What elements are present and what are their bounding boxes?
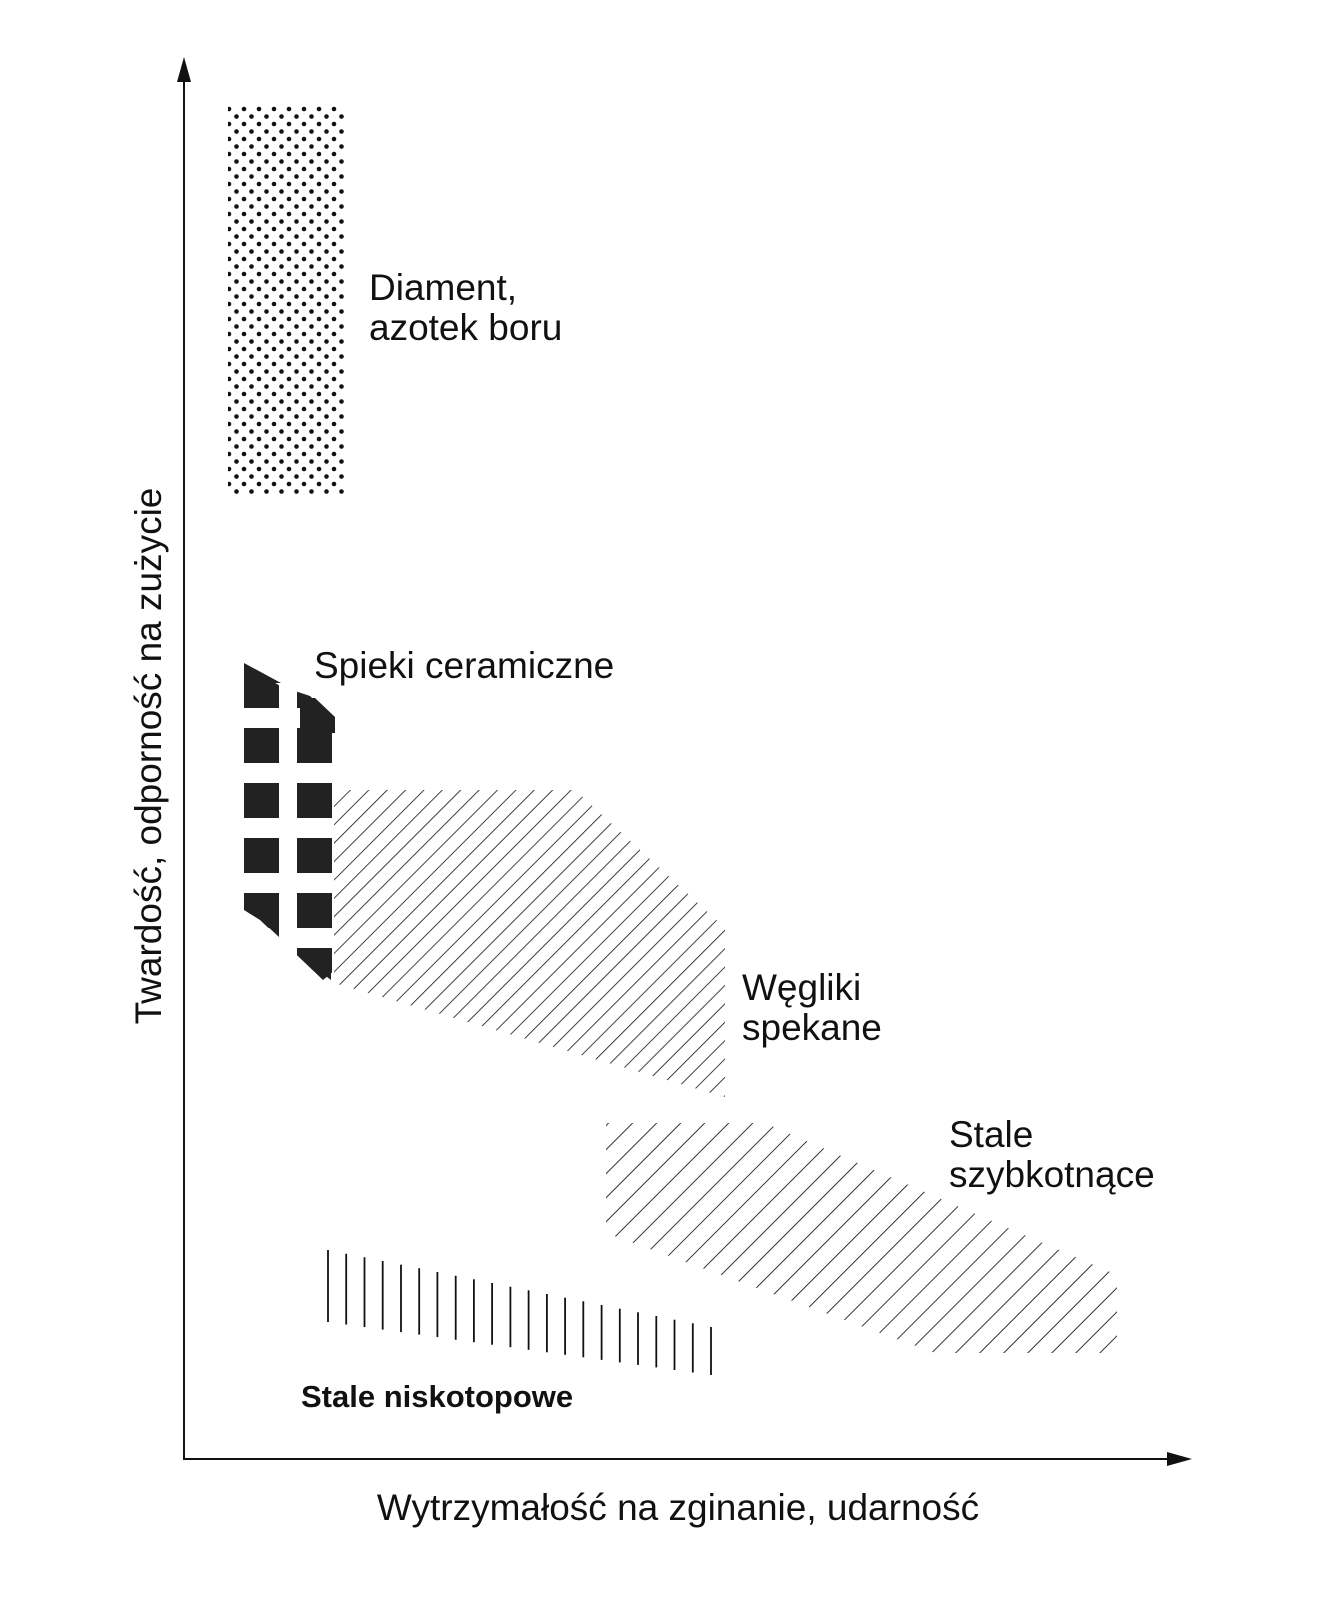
stale-niskotopowe-label: Stale niskotopowe — [301, 1379, 574, 1414]
x-axis-label: Wytrzymałość na zginanie, udarność — [376, 1487, 980, 1528]
region-diament — [228, 106, 562, 494]
diament-dot-area — [228, 106, 346, 494]
spieki-corner-top — [244, 663, 281, 683]
y-axis-arrow-icon — [177, 57, 191, 82]
spieki-corner-mid — [300, 698, 335, 733]
wegliki-hatch-area — [334, 790, 725, 1097]
diament-label-line2: azotek boru — [369, 307, 563, 348]
wegliki-label-line2: spekane — [742, 1007, 882, 1048]
stale-szybkotnace-label-line1: Stale — [949, 1114, 1034, 1155]
region-wegliki — [334, 790, 882, 1097]
diament-label-line1: Diament, — [369, 267, 518, 308]
stale-niskotopowe-lines — [328, 1250, 711, 1375]
spieki-label: Spieki ceramiczne — [314, 645, 615, 686]
wegliki-label-line1: Węgliki — [742, 967, 862, 1008]
stale-szybkotnace-label-line2: szybkotnące — [949, 1154, 1155, 1195]
x-axis-arrow-icon — [1167, 1452, 1192, 1466]
y-axis-label: Twardość, odporność na zużycie — [128, 487, 169, 1025]
region-stale-szybkotnace — [606, 1114, 1155, 1353]
region-stale-niskotopowe — [301, 1250, 711, 1414]
